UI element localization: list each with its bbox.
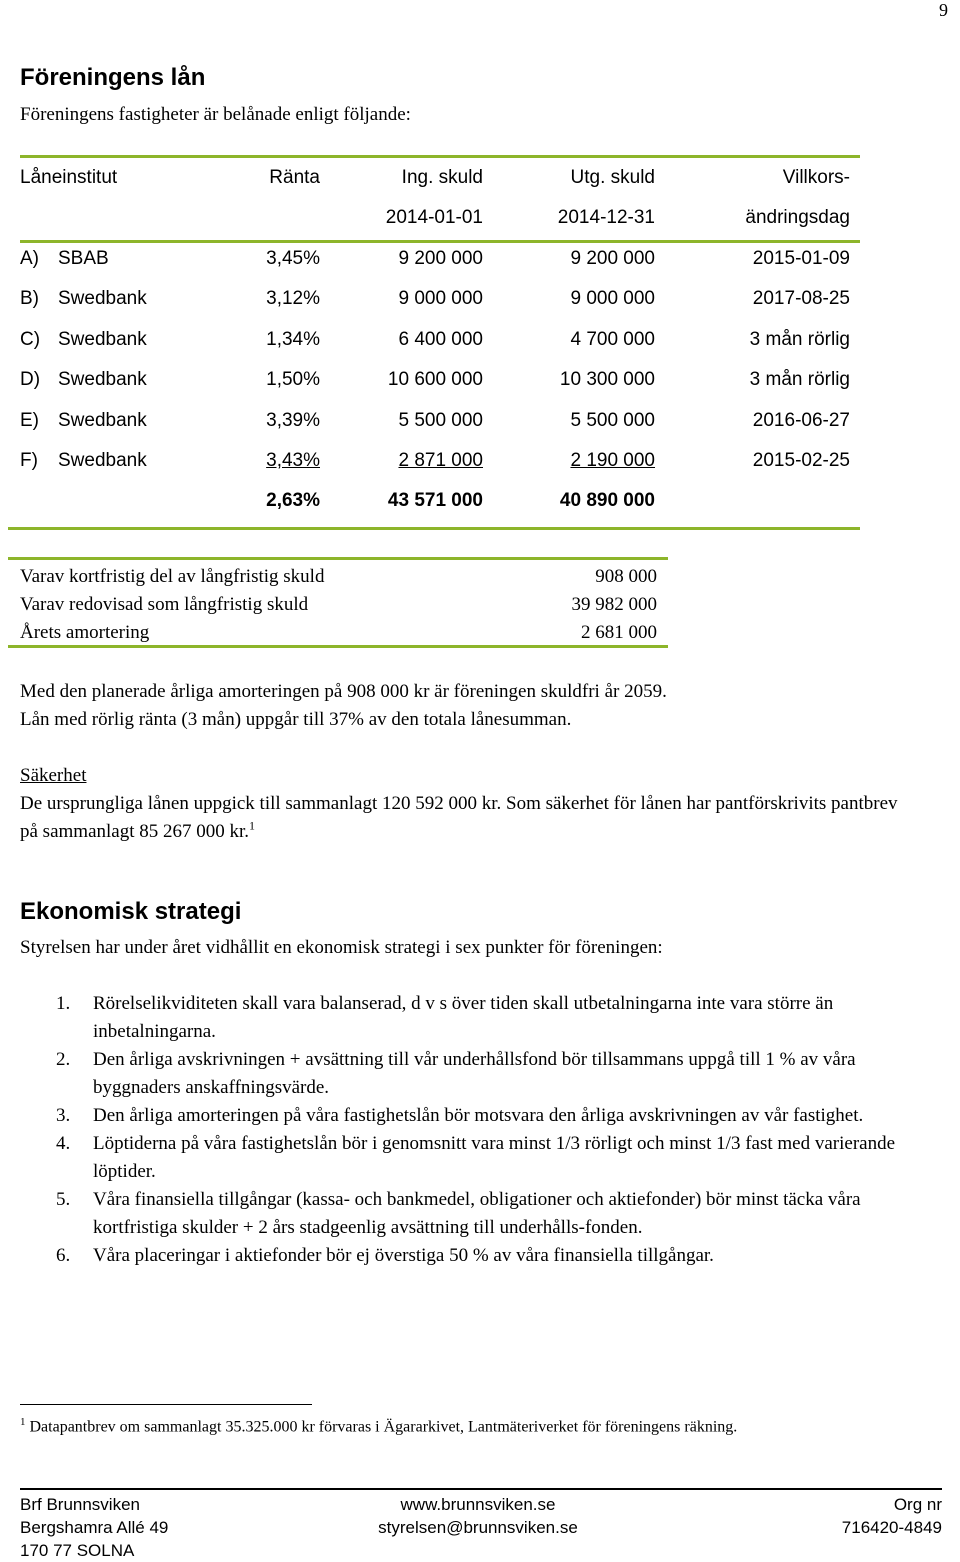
row-letter: F) xyxy=(20,450,38,471)
summary-row xyxy=(20,619,657,647)
item-number: 4. xyxy=(56,1133,71,1154)
footnote-rule xyxy=(20,1404,312,1405)
strategy-list xyxy=(20,990,940,1270)
summary-row xyxy=(20,563,657,591)
row-rate: 3,39% xyxy=(266,410,320,431)
table-header-row xyxy=(20,158,860,198)
row-ing: 6 400 000 xyxy=(398,329,483,350)
row-rate: 3,43% xyxy=(266,450,320,471)
header-ing-line1: Ing. skuld xyxy=(401,167,483,188)
strategy-intro: Styrelsen har under året vidhållit en ekonomisk strategi i sex punkter för föreningen: xyxy=(20,937,663,958)
security-heading xyxy=(20,762,940,790)
list-item xyxy=(20,1130,940,1186)
row-rate: 3,45% xyxy=(266,248,320,269)
item-text: Rörelselikviditeten skall vara balanserad, d v s över tiden skall utbetalningarna inte vara större än inbetalningarna. xyxy=(93,993,834,1042)
row-utg: 9 200 000 xyxy=(570,248,655,269)
table-total-row xyxy=(20,481,860,521)
item-text: Våra placeringar i aktiefonder bör ej överstiga 50 % av våra finansiella tillgångar. xyxy=(93,1245,714,1266)
summary-bottom-rule xyxy=(8,645,668,648)
row-bank: Swedbank xyxy=(58,288,147,309)
row-rate: 1,34% xyxy=(266,329,320,350)
row-utg: 4 700 000 xyxy=(570,329,655,350)
row-rate: 1,50% xyxy=(266,369,320,390)
footnote-mark: 1 xyxy=(20,1416,26,1428)
loans-title: Föreningens lån xyxy=(20,64,206,91)
row-ing: 9 000 000 xyxy=(398,288,483,309)
footer-rule xyxy=(20,1488,942,1490)
row-date: 3 mån rörlig xyxy=(749,329,850,350)
row-letter: E) xyxy=(20,410,39,431)
footer-org-label: Org nr xyxy=(893,1495,942,1514)
list-item xyxy=(20,1186,940,1242)
item-number: 6. xyxy=(56,1245,71,1266)
row-utg: 10 300 000 xyxy=(559,369,655,390)
list-item xyxy=(20,1242,940,1270)
row-date: 3 mån rörlig xyxy=(749,369,850,390)
header-institute: Låneinstitut xyxy=(20,167,118,188)
row-bank: SBAB xyxy=(58,248,109,269)
header-utg-line1: Utg. skuld xyxy=(570,167,655,188)
summary-label: Varav kortfristig del av långfristig skuld xyxy=(20,566,325,587)
footnote-reference[interactable]: 1 xyxy=(249,818,256,833)
summary-row xyxy=(20,591,657,619)
row-date: 2015-02-25 xyxy=(752,450,850,471)
row-ing: 5 500 000 xyxy=(398,410,483,431)
row-letter: D) xyxy=(20,369,41,390)
item-number: 5. xyxy=(56,1189,71,1210)
note-amortization: Med den planerade årliga amorteringen på 908 000 kr är föreningen skuldfri år 2059. xyxy=(20,681,667,702)
table-header-row-2 xyxy=(20,198,860,238)
row-date: 2015-01-09 xyxy=(752,248,850,269)
table-row xyxy=(20,279,860,319)
header-vill-line2: ändringsdag xyxy=(745,207,850,228)
list-item xyxy=(20,1046,940,1102)
item-text: Löptiderna på våra fastighetslån bör i genomsnitt vara minst 1/3 rörligt och minst 1/3 fast med varierande löptider. xyxy=(93,1133,896,1182)
item-number: 3. xyxy=(56,1105,71,1126)
row-utg: 2 190 000 xyxy=(570,450,655,471)
row-bank: Swedbank xyxy=(58,369,147,390)
row-utg: 9 000 000 xyxy=(570,288,655,309)
header-ing-line2: 2014-01-01 xyxy=(385,207,483,228)
row-utg: 5 500 000 xyxy=(570,410,655,431)
item-number: 1. xyxy=(56,993,71,1014)
header-rate: Ränta xyxy=(269,167,320,188)
security-body: De ursprungliga lånen uppgick till sammanlagt 120 592 000 kr. Som säkerhet för lånen har pantförskrivits pantbrev på sammanlagt 85 267 000 kr. xyxy=(20,793,898,842)
table-row xyxy=(20,320,860,360)
summary-top-rule xyxy=(8,557,668,560)
footer-org-number: 716420-4849 xyxy=(841,1518,942,1537)
list-item xyxy=(20,1102,940,1130)
summary-label: Årets amortering xyxy=(20,622,150,643)
footer-org-name: Brf Brunnsviken xyxy=(20,1495,140,1514)
header-vill-line1: Villkors- xyxy=(782,167,850,188)
summary-value: 2 681 000 xyxy=(581,622,657,643)
summary-value: 39 982 000 xyxy=(571,594,657,615)
row-bank: Swedbank xyxy=(58,329,147,350)
row-date: 2017-08-25 xyxy=(752,288,850,309)
row-ing: 2 871 000 xyxy=(398,450,483,471)
list-item xyxy=(20,990,940,1046)
table-row xyxy=(20,239,860,279)
table-row xyxy=(20,441,860,481)
header-utg-line2: 2014-12-31 xyxy=(557,207,655,228)
footnote-text: Datapantbrev om sammanlagt 35.325.000 kr förvaras i Ägararkivet, Lantmäteriverket för föreningens räkning. xyxy=(29,1418,738,1436)
footer-website[interactable]: www.brunnsviken.se xyxy=(400,1495,556,1514)
row-letter: B) xyxy=(20,288,39,309)
summary-value: 908 000 xyxy=(595,566,657,587)
total-ing: 43 571 000 xyxy=(387,490,483,511)
row-rate: 3,12% xyxy=(266,288,320,309)
page-number: 9 xyxy=(939,0,948,20)
footer-left xyxy=(20,1493,168,1562)
footer-postal: 170 77 SOLNA xyxy=(20,1541,135,1560)
strategy-title: Ekonomisk strategi xyxy=(20,898,242,925)
footer-address: Bergshamra Allé 49 xyxy=(20,1518,169,1537)
security-heading-text: Säkerhet xyxy=(20,765,87,786)
footer-right xyxy=(842,1493,942,1539)
row-letter: C) xyxy=(20,329,41,350)
row-bank: Swedbank xyxy=(58,410,147,431)
security-text xyxy=(20,790,920,846)
footer-email[interactable]: styrelsen@brunnsviken.se xyxy=(378,1518,578,1537)
row-ing: 9 200 000 xyxy=(398,248,483,269)
table-row xyxy=(20,360,860,400)
row-letter: A) xyxy=(20,248,39,269)
note-variable-rate: Lån med rörlig ränta (3 mån) uppgår till 37% av den totala lånesumman. xyxy=(20,709,572,730)
total-utg: 40 890 000 xyxy=(559,490,655,511)
table-row xyxy=(20,401,860,441)
summary-label: Varav redovisad som långfristig skuld xyxy=(20,594,309,615)
table-bottom-rule xyxy=(8,527,860,530)
footer-center xyxy=(358,1493,598,1539)
footnote xyxy=(20,1416,737,1436)
item-text: Våra finansiella tillgångar (kassa- och bankmedel, obligationer och aktiefonder) bör minst täcka våra kortfristiga skulder + 2 års stadgeenlig avsättning till underhålls-fonden. xyxy=(93,1189,861,1238)
total-rate: 2,63% xyxy=(266,490,320,511)
item-text: Den årliga avskrivningen + avsättning till vår underhållsfond bör tillsammans uppgå till 1 % av våra byggnaders anskaffningsvärde. xyxy=(93,1049,856,1098)
item-text: Den årliga amorteringen på våra fastighetslån bör motsvara den årliga avskrivningen av vår fastighet. xyxy=(93,1105,864,1126)
row-date: 2016-06-27 xyxy=(752,410,850,431)
row-bank: Swedbank xyxy=(58,450,147,471)
loans-intro: Föreningens fastigheter är belånade enligt följande: xyxy=(20,104,411,125)
row-ing: 10 600 000 xyxy=(387,369,483,390)
item-number: 2. xyxy=(56,1049,71,1070)
